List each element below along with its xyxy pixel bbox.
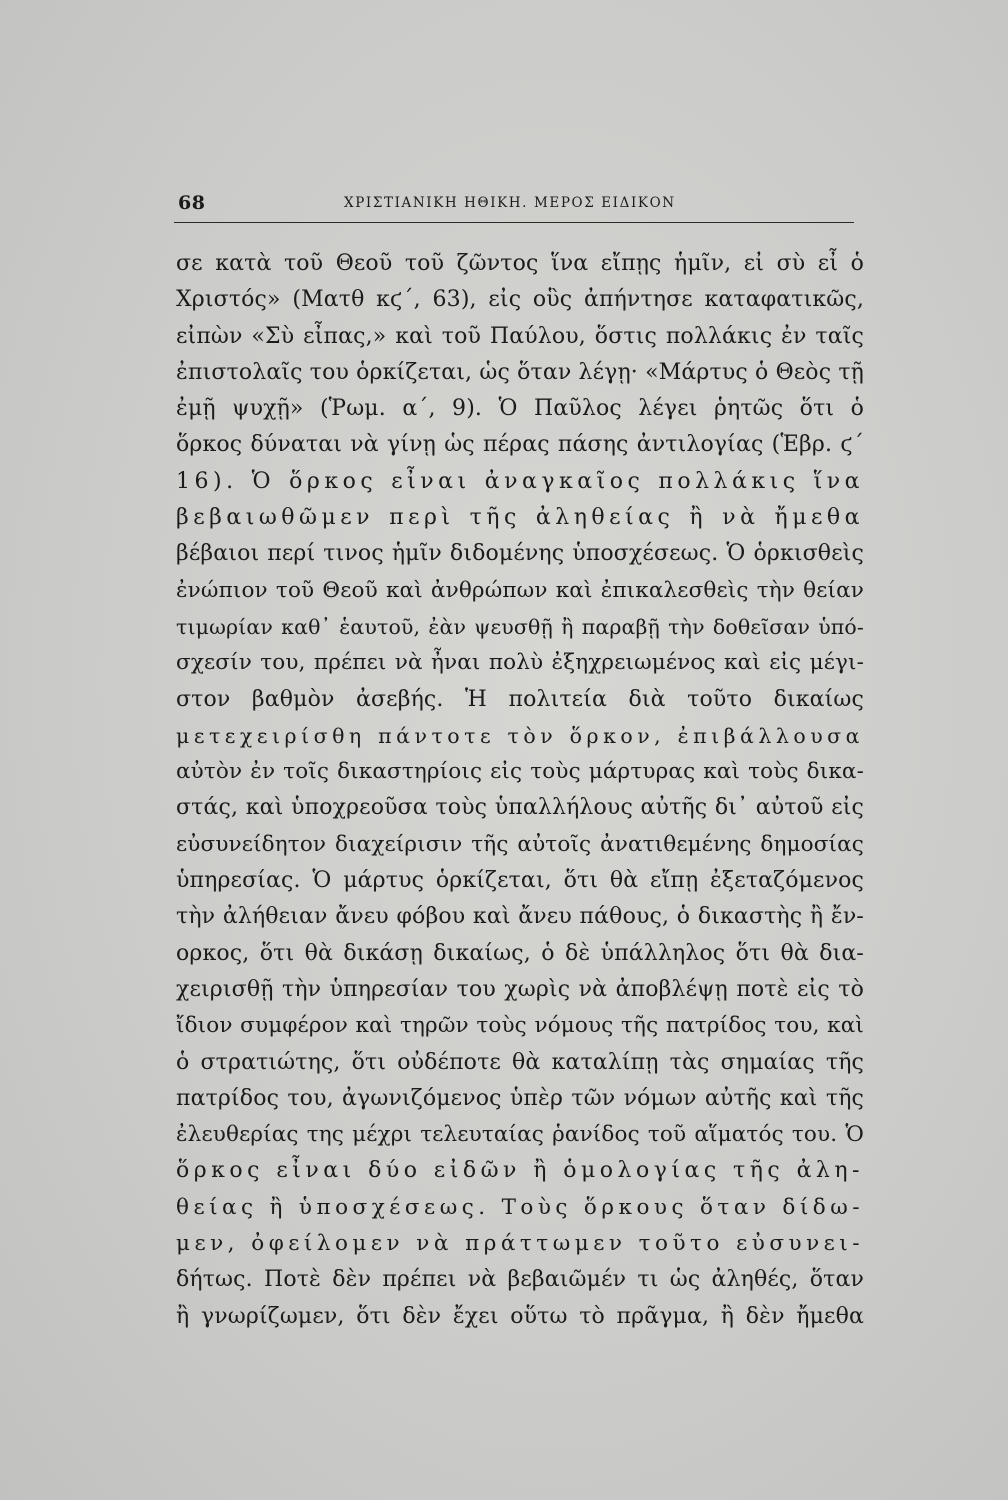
text-line: 16). Ὁ ὅρκος εἶναι ἀναγκαῖος πολλάκις ἵνα xyxy=(176,468,864,494)
text-line: ἴδιον συμφέρον καὶ τηρῶν τοὺς νόμους τῆς πατρίδος του, καὶ xyxy=(176,1013,864,1039)
text-line: Χριστός» (Ματθ κϛ΄, 63), εἰς οὓς ἀπήντησε καταφατικῶς, xyxy=(176,287,864,313)
text-line: μεν, ὀφείλομεν νὰ πράττωμεν τοῦτο εὐσυνει- xyxy=(176,1231,864,1257)
text-line: σε κατὰ τοῦ Θεοῦ τοῦ ζῶντος ἵνα εἴπῃς ἡμῖν, εἰ σὺ εἶ ὁ xyxy=(176,251,864,276)
text-line: εὐσυνείδητον διαχείρισιν τῆς αὐτοῖς ἀνατιθεμένης δημοσίας xyxy=(176,831,864,857)
running-title: ΧΡΙΣΤΙΑΝΙΚΗ ΗΘΙΚΗ. ΜΕΡΟΣ ΕΙΔΙΚΟΝ xyxy=(344,195,676,211)
page-header xyxy=(178,186,858,222)
text-line: ἢ γνωρίζωμεν, ὅτι δὲν ἔχει οὕτω τὸ πρᾶγμα, ἢ δὲν ἤμεθα xyxy=(176,1303,864,1329)
header-rule xyxy=(174,222,854,223)
text-line: ἐμῇ ψυχῇ» (Ῥωμ. α΄, 9). Ὁ Παῦλος λέγει ῥητῶς ὅτι ὁ xyxy=(176,396,864,422)
text-line: ἐνώπιον τοῦ Θεοῦ καὶ ἀνθρώπων καὶ ἐπικαλεσθεὶς τὴν θείαν xyxy=(176,577,864,603)
text-line: σχεσίν του, πρέπει νὰ ἦναι πολὺ ἐξηχρειωμένος καὶ εἰς μέγι- xyxy=(176,650,864,676)
text-line: βέβαιοι περί τινος ἡμῖν διδομένης ὑποσχέσεως. Ὁ ὁρκισθεὶς xyxy=(176,541,864,567)
text-line: ἐλευθερίας της μέχρι τελευταίας ῥανίδος τοῦ αἵματός του. Ὁ xyxy=(176,1122,864,1148)
text-line: χειρισθῇ τὴν ὑπηρεσίαν του χωρὶς νὰ ἀποβλέψῃ ποτὲ εἰς τὸ xyxy=(176,976,864,1002)
body-text xyxy=(176,246,864,1335)
text-line: ἐπιστολαῖς του ὁρκίζεται, ὡς ὅταν λέγῃ· «Μάρτυς ὁ Θεὸς τῇ xyxy=(176,359,864,385)
text-line: βεβαιωθῶμεν περὶ τῆς ἀληθείας ἢ νὰ ἤμεθα xyxy=(176,505,864,531)
text-line: τιμωρίαν καθ᾽ ἑαυτοῦ, ἐὰν ψευσθῇ ἢ παραβῇ τὴν δοθεῖσαν ὑπό- xyxy=(176,614,864,639)
page-number: 68 xyxy=(178,192,206,214)
text-line: πατρίδος του, ἀγωνιζόμενος ὑπὲρ τῶν νόμων αὐτῆς καὶ τῆς xyxy=(176,1085,864,1111)
text-line: μετεχειρίσθη πάντοτε τὸν ὅρκον, ἐπιβάλλουσα xyxy=(176,723,864,748)
text-line: στον βαθμὸν ἀσεβής. Ἡ πολιτεία διὰ τοῦτο δικαίως xyxy=(176,686,864,712)
text-line: ὑπηρεσίας. Ὁ μάρτυς ὁρκίζεται, ὅτι θὰ εἴπῃ ἐξεταζόμενος xyxy=(176,868,864,894)
text-line: θείας ἢ ὑποσχέσεως. Τοὺς ὅρκους ὅταν δίδω- xyxy=(176,1194,864,1220)
text-line: στάς, καὶ ὑποχρεοῦσα τοὺς ὑπαλλήλους αὐτῆς δι᾽ αὐτοῦ εἰς xyxy=(176,795,864,821)
text-line: εἰπὼν «Σὺ εἶπας,» καὶ τοῦ Παύλου, ὅστις πολλάκις ἐν ταῖς xyxy=(176,323,864,349)
text-line: τὴν ἀλήθειαν ἄνευ φόβου καὶ ἄνευ πάθους, ὁ δικαστὴς ἢ ἔν- xyxy=(176,904,864,930)
text-line: δήτως. Ποτὲ δὲν πρέπει νὰ βεβαιῶμέν τι ὡς ἀληθές, ὅταν xyxy=(176,1267,864,1293)
text-line: ορκος, ὅτι θὰ δικάσῃ δικαίως, ὁ δὲ ὑπάλληλος ὅτι θὰ δια- xyxy=(176,940,864,966)
text-line: ὅρκος εἶναι δύο εἰδῶν ἢ ὁμολογίας τῆς ἀλη- xyxy=(176,1158,864,1184)
text-line: αὐτὸν ἐν τοῖς δικαστηρίοις εἰς τοὺς μάρτυρας καὶ τοὺς δικα- xyxy=(176,759,864,785)
text-line: ὁ στρατιώτης, ὅτι οὐδέποτε θὰ καταλίπῃ τὰς σημαίας τῆς xyxy=(176,1049,864,1075)
text-line: ὅρκος δύναται νὰ γίνῃ ὡς πέρας πάσης ἀντιλογίας (Ἑβρ. ϛ΄ xyxy=(176,432,864,458)
